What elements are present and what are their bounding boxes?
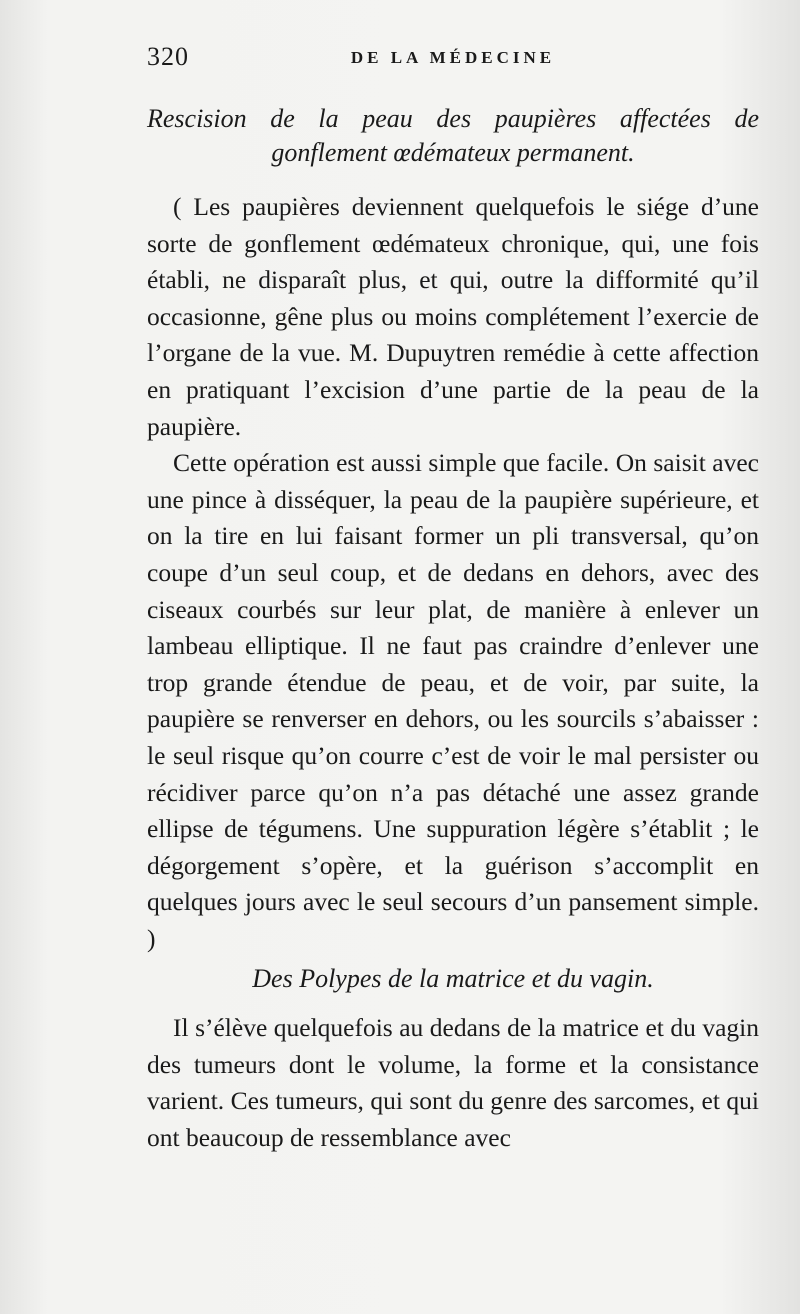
section-polypes xyxy=(147,962,759,996)
paragraph: Cette opération est aussi simple que facile. On saisit avec une pince à disséquer, la peau de la paupière supérieure, et on la tire en lui faisant former un pli transversal, qu’on coupe d’un seul coup, et de dedans en dehors, avec des ciseaux courbés sur leur plat, de manière à enlever un lambeau elliptique. Il ne faut pas craindre d’enlever une trop grande étendue de peau, et de voir, par suite, la paupière se renverser en dehors, ou les sourcils s’abaisser : le seul risque qu’on courre c’est de voir le mal persister ou récidiver parce qu’on n’a pas détaché une assez grande ellipse de tégumens. Une suppuration légère s’établit ; le dégorgement s’opère, et la guérison s’accomplit en quelques jours avec le seul secours d’un pansement simple. ) xyxy=(147,448,759,953)
section-title: Des Polypes de la matrice et du vagin. xyxy=(252,964,654,993)
section-rescision xyxy=(147,102,759,170)
paragraph: Il s’élève quelquefois au dedans de la matrice et du vagin des tumeurs dont le volume, la forme et la consistance varient. Ces tumeurs, qui sont du genre des sarcomes, et qui ont beaucoup de ressemblance avec xyxy=(147,1013,759,1152)
running-head: DE LA MÉDECINE xyxy=(350,48,556,67)
page-number: 320 xyxy=(147,42,189,71)
paragraph: ( Les paupières deviennent quelquefois le siége d’une sorte de gonflement œdémateux chronique, qui, une fois établi, ne disparaît plus, et qui, outre la difformité qu’il occasionne, gêne plus ou moins complétement l’exercie de l’organe de la vue. M. Dupuytren remédie à cette affection en pratiquant l’excision d’une partie de la peau de la paupière. xyxy=(147,192,759,441)
section-rescision-body xyxy=(147,189,759,957)
section-polypes-body xyxy=(147,1010,759,1156)
page-header xyxy=(147,42,759,78)
section-title: Rescision de la peau des paupières affectées de gonflement œdémateux permanent. xyxy=(147,104,759,167)
